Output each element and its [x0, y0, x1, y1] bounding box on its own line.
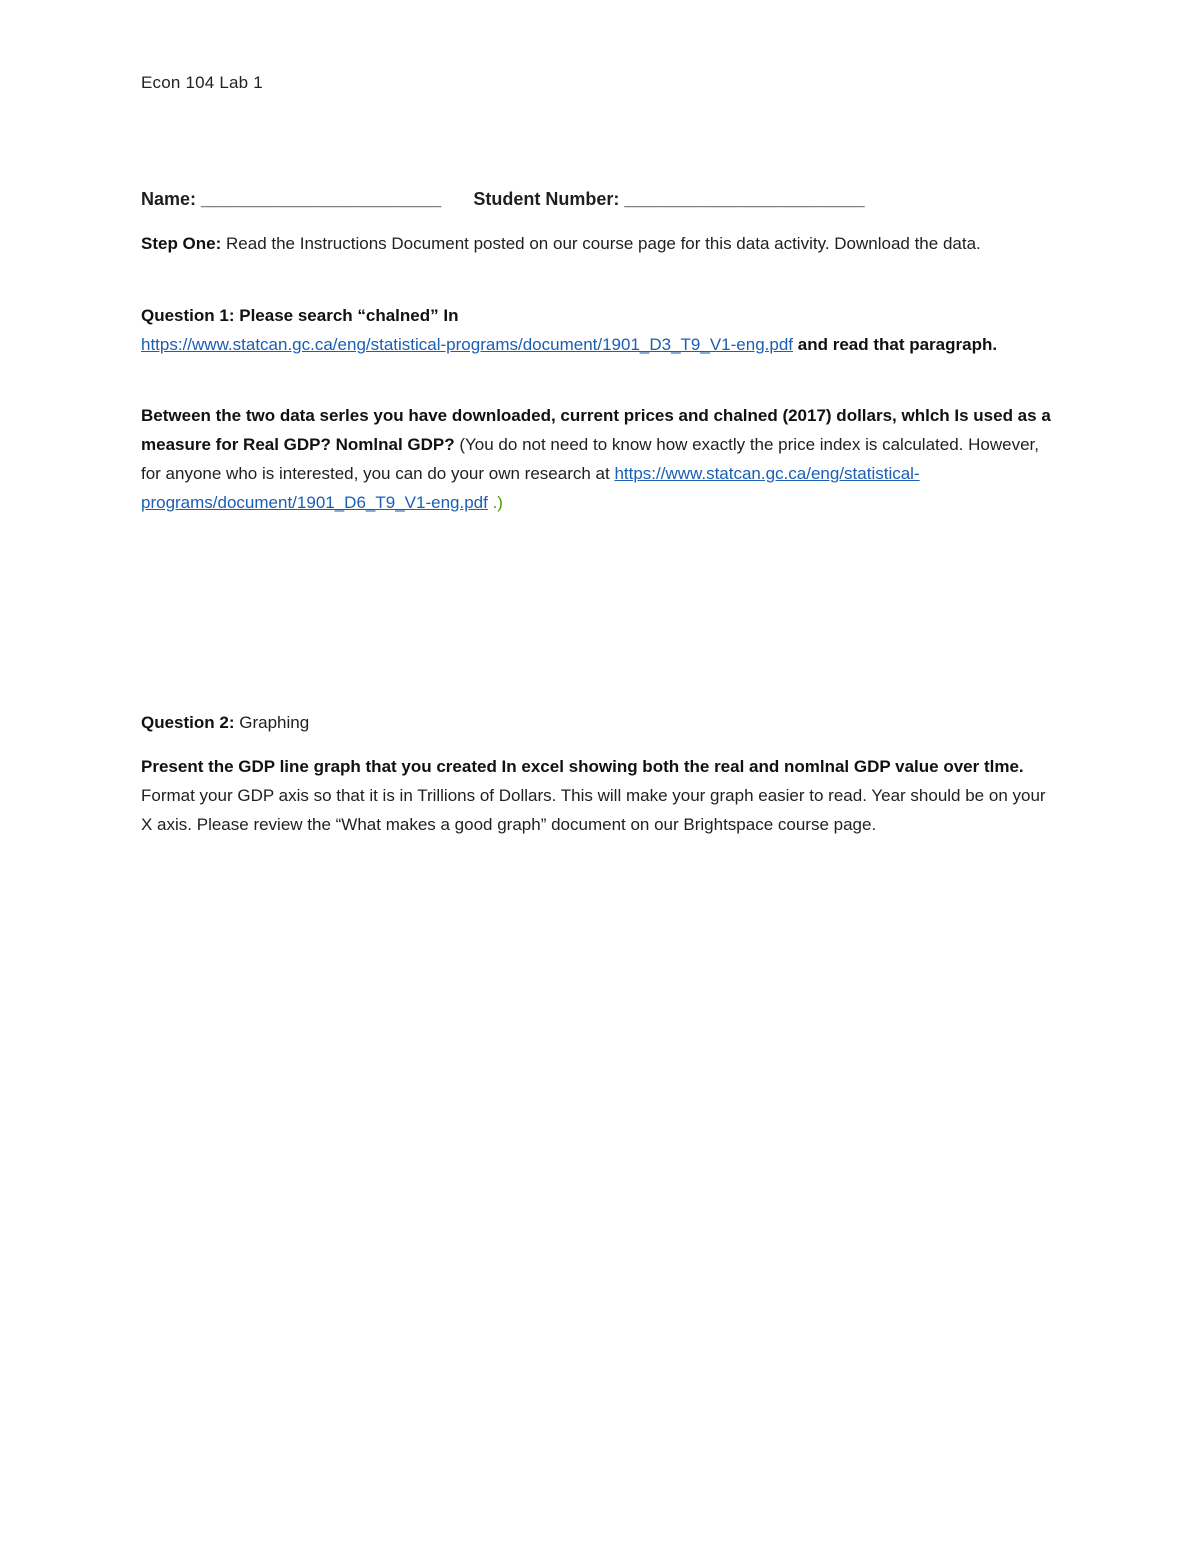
question-1-heading: Question 1: Please search “chalned” In — [141, 306, 459, 325]
question-2-instructions — [141, 752, 1056, 839]
question-2-title: Graphing — [234, 713, 310, 732]
question-2-instruction-normal: Format your GDP axis so that it is in Trillions of Dollars. This will make your graph easier to read. Year should be on your X axis. Please review the “What makes a good graph” document on our Brightspace course page. — [141, 786, 1046, 834]
statcan-price-index-link[interactable]: https://www.statcan.gc.ca/eng/statistical-programs/document/1901_D6_T9_V1-eng.pdf — [141, 464, 920, 512]
question-1-prompt-normal: (You do not need to know how exactly the price index is calculated. However, for anyone who is interested, you can do your own research at — [141, 435, 1039, 483]
statcan-chained-link[interactable]: https://www.statcan.gc.ca/eng/statistical-programs/document/1901_D3_T9_V1-eng.pdf — [141, 335, 794, 354]
step-one-paragraph — [141, 229, 1056, 258]
name-label: Name: — [141, 189, 197, 209]
step-one-label: Step One: — [141, 234, 222, 253]
document-header: Econ 104 Lab 1 — [141, 73, 263, 92]
student-number-label: Student Number: — [473, 189, 620, 209]
question-2-heading — [141, 708, 1056, 737]
step-one-text: Read the Instructions Document posted on our course page for this data activity. Download the data. — [221, 234, 981, 253]
question-2-label: Question 2: — [141, 713, 235, 732]
student-number-blank[interactable]: ________________________ — [624, 189, 865, 209]
question-2-instruction-bold: Present the GDP line graph that you created In excel showing both the real and nomlnal GDP value over tlme. — [141, 757, 1024, 776]
question-1-prompt-bold: Between the two data serles you have downloaded, current prices and chalned (2017) dollars, whlch Is used as a measure for Real GDP? Nomlnal GDP? — [141, 406, 1051, 454]
name-blank[interactable]: ________________________ — [201, 189, 442, 209]
closing-paren: .) — [487, 493, 503, 512]
question-1-paragraph — [141, 301, 1056, 359]
name-fields — [141, 185, 1056, 214]
question-1-prompt — [141, 401, 1056, 517]
question-1-after-link: and read that paragraph. — [793, 335, 998, 354]
